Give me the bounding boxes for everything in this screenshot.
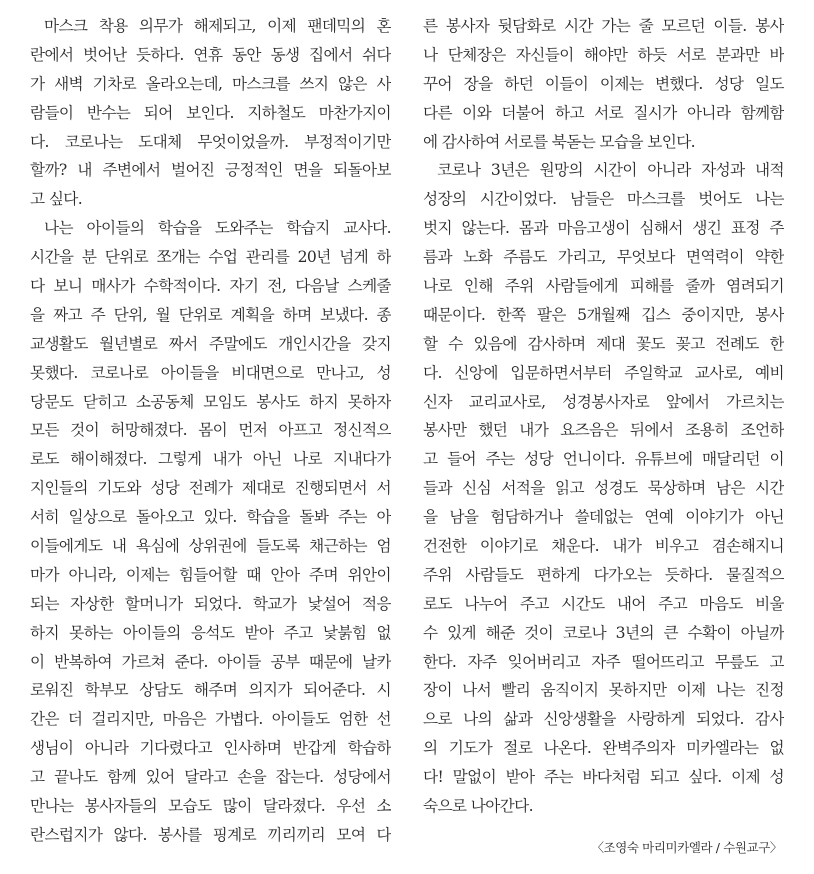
text-line: 다른 이와 더불어 하고 서로 질시가 아니라 함께함 [423, 103, 784, 122]
text-line: 때문이다. 한쪽 팔은 5개월째 깁스 중이지만, 봉사 [423, 305, 784, 324]
text-line: 에 감사하여 서로를 북돋는 모습을 보인다. [423, 132, 696, 151]
text-line: 고 싶다. [30, 190, 83, 209]
text-line: 른 봉사자 뒷담화로 시간 가는 줄 모르던 이들. 봉사 [423, 17, 784, 35]
text-line: 으로 나의 삶과 신앙생활을 사랑하게 되었다. 감사 [423, 710, 784, 729]
text-line: 을 남을 험담하거나 쓸데없는 연예 이야기가 아닌 [423, 508, 784, 527]
text-line: 주위 사람들도 편하게 다가오는 듯하다. 물질적으 [423, 565, 784, 584]
text-line: 할 수 있음에 감사하며 제대 꽃도 꽂고 전례도 한 [423, 334, 784, 353]
text-line: 을 짜고 주 단위, 월 단위로 계획을 하며 보냈다. 종 [30, 305, 391, 324]
text-line: 이들에게도 내 욕심에 상위권에 들도록 채근하는 엄 [30, 537, 391, 556]
author-signature: 〈조영숙 마리미카엘라 / 수원교구〉 [591, 840, 782, 855]
text-line: 다. 코로나는 도대체 무엇이었을까. 부정적이기만 [30, 132, 391, 151]
text-line: 의 기도가 절로 나온다. 완벽주의자 미카엘라는 없 [423, 739, 784, 758]
text-line: 시간을 분 단위로 쪼개는 수업 관리를 20년 넘게 하 [30, 248, 391, 267]
text-line: 름과 노화 주름도 가리고, 무엇보다 면역력이 약한 [423, 248, 784, 267]
text-line: 만나는 봉사자들의 모습도 많이 달라졌다. 우선 소 [30, 797, 391, 816]
text-line: 고 끝나도 함께 있어 달라고 손을 잡는다. 성당에서 [30, 768, 391, 787]
text-line: 람들이 반수는 되어 보인다. 지하철도 마찬가지이 [30, 103, 391, 122]
text-line: 못했다. 코로나로 아이들을 비대면으로 만나고, 성 [30, 363, 391, 382]
text-line: 로도 해이해졌다. 그렇게 내가 아닌 나로 지내다가 [30, 450, 391, 469]
text-line: 건전한 이야기로 채운다. 내가 비우고 겸손해지니 [423, 537, 784, 556]
text-line: 나는 아이들의 학습을 도와주는 학습지 교사다. [44, 219, 391, 238]
text-line: 생님이 아니라 기다렸다고 인사하며 반갑게 학습하 [30, 739, 391, 758]
text-line: 나로 인해 주위 사람들에게 피해를 줄까 염려되기 [423, 277, 784, 296]
text-line: 마가 아니라, 이제는 힘들어할 때 안아 주며 위안이 [30, 565, 391, 584]
right-column [423, 12, 784, 821]
text-line: 마스크 착용 의무가 해제되고, 이제 팬데믹의 혼 [44, 17, 391, 35]
text-line: 란스럽지가 않다. 봉사를 핑계로 끼리끼리 모여 다 [30, 825, 391, 844]
text-line: 코로나 3년은 원망의 시간이 아니라 자성과 내적 [437, 161, 784, 180]
text-line: 성장의 시간이었다. 남들은 마스크를 벗어도 나는 [423, 190, 784, 209]
text-line: 가 새벽 기차로 올라오는데, 마스크를 쓰지 않은 사 [30, 74, 391, 93]
text-line: 교생활도 월년별로 짜서 주말에도 개인시간을 갖지 [30, 334, 391, 353]
text-line: 벗지 않는다. 몸과 마음고생이 심해서 생긴 표정 주 [423, 219, 784, 238]
text-line: 다 보니 매사가 수학적이다. 자기 전, 다음날 스케줄 [30, 277, 391, 296]
text-line: 나 단체장은 자신들이 해야만 하듯 서로 분과만 바 [423, 45, 784, 64]
text-line: 들과 신심 서적을 읽고 성경도 묵상하며 남은 시간 [423, 479, 784, 498]
text-line: 할까? 내 주변에서 벌어진 긍정적인 면을 되돌아보 [30, 161, 391, 180]
text-line: 한다. 자주 잊어버리고 자주 떨어뜨리고 무릎도 고 [423, 652, 784, 671]
text-line: 하지 못하는 아이들의 응석도 받아 주고 낯붉힘 없 [30, 623, 391, 642]
text-line: 숙으로 나아간다. [423, 797, 533, 816]
text-line: 로워진 학부모 상담도 해주며 의지가 되어준다. 시 [30, 681, 391, 700]
text-line: 간은 더 걸리지만, 마음은 가볍다. 아이들도 엄한 선 [30, 710, 391, 729]
text-line: 당문도 닫히고 소공동체 모임도 봉사도 하지 못하자 [30, 392, 391, 411]
text-line: 지인들의 기도와 성당 전례가 제대로 진행되면서 서 [30, 479, 391, 498]
text-line: 서히 일상으로 돌아오고 있다. 학습을 돌봐 주는 아 [30, 508, 391, 527]
text-line: 이 반복하여 가르쳐 준다. 아이들 공부 때문에 날카 [30, 652, 391, 671]
text-line: 로도 나누어 주고 시간도 내어 주고 마음도 비울 [423, 594, 784, 613]
text-line: 란에서 벗어난 듯하다. 연휴 동안 동생 집에서 쉬다 [30, 45, 391, 64]
text-line: 봉사만 했던 내가 요즈음은 뒤에서 조용히 조언하 [423, 421, 784, 440]
text-line: 모든 것이 허망해졌다. 몸이 먼저 아프고 정신적으 [30, 421, 391, 440]
text-line: 수 있게 해준 것이 코로나 3년의 큰 수확이 아닐까 [423, 623, 784, 642]
text-line: 되는 자상한 할머니가 되었다. 학교가 낯설어 적응 [30, 594, 391, 613]
text-line: 꾸어 장을 하던 이들이 이제는 변했다. 성당 일도 [423, 74, 784, 93]
text-line: 신자 교리교사로, 성경봉사자로 앞에서 가르치는 [423, 392, 784, 411]
text-line: 다. 신앙에 입문하면서부터 주일학교 교사로, 예비 [423, 363, 784, 382]
left-column [30, 12, 391, 850]
text-line: 다! 말없이 받아 주는 바다처럼 되고 싶다. 이제 성 [423, 768, 784, 787]
text-line: 고 들어 주는 성당 언니이다. 유튜브에 매달리던 이 [423, 450, 784, 469]
text-line: 장이 나서 빨리 움직이지 못하지만 이제 나는 진정 [423, 681, 784, 700]
